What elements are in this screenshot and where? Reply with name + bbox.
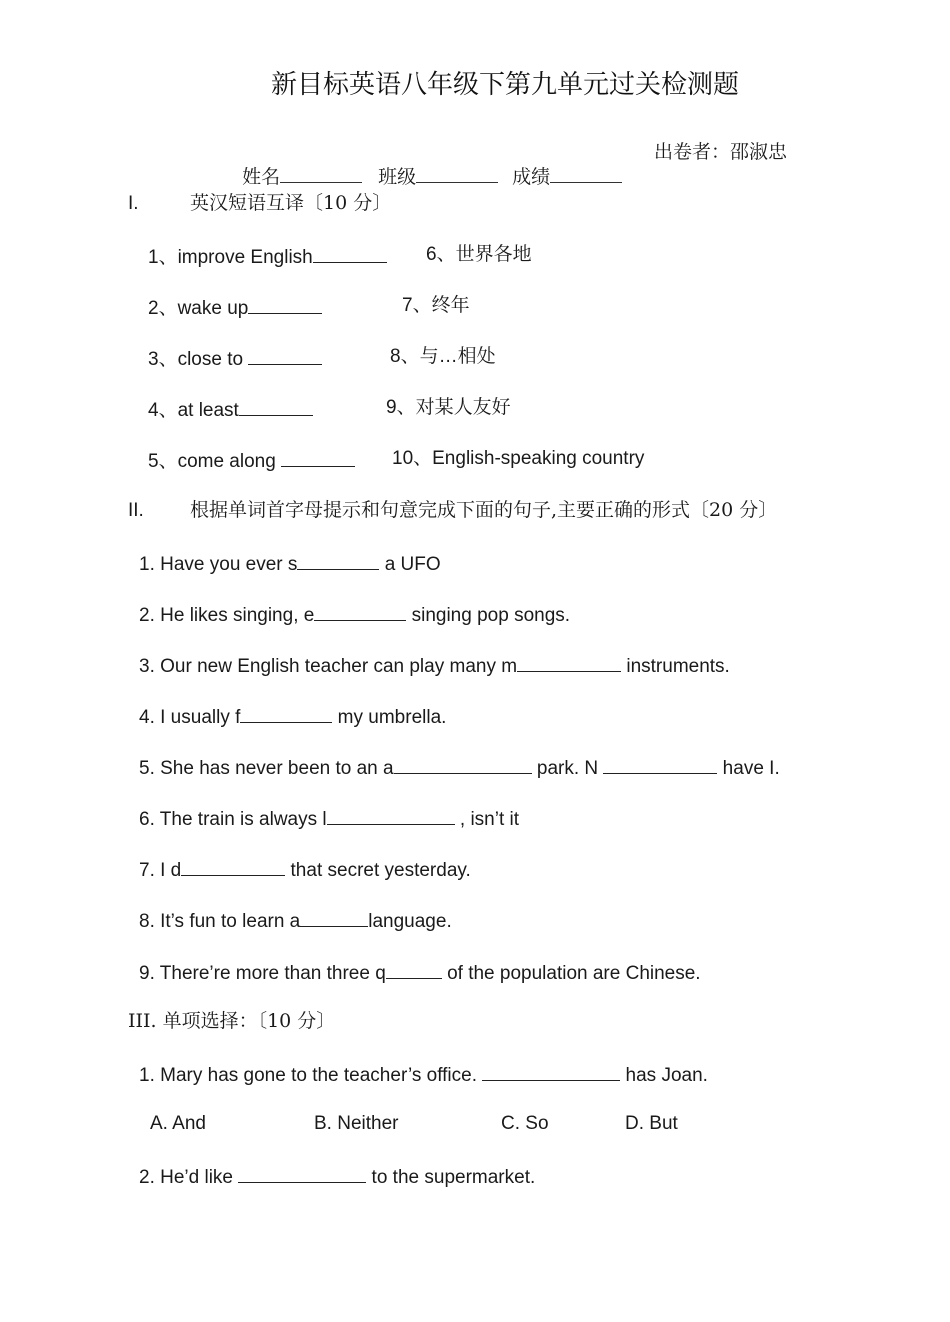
s2-sentence: 5. She has never been to an a park. N have I. [139, 755, 780, 781]
option-b[interactable]: B. Neither [314, 1113, 399, 1134]
answer-blank[interactable] [314, 602, 406, 621]
option-d[interactable]: D. But [625, 1113, 678, 1134]
answer-blank[interactable] [248, 295, 322, 314]
answer-blank[interactable] [239, 397, 313, 416]
s3-question-2: 2. He’d like to the supermarket. [139, 1164, 535, 1190]
s2-sentence: 7. I d that secret yesterday. [139, 857, 471, 883]
page-title: 新目标英语八年级下第九单元过关检测题 [270, 70, 739, 100]
s2-sentence: 8. It’s fun to learn a language. [139, 908, 452, 934]
s1-item-left: 5、come along [148, 448, 355, 474]
s2-sentence: 6. The train is always l , isn’t it [139, 806, 519, 832]
s2-sentence: 2. He likes singing, e singing pop songs. [139, 602, 570, 628]
s1-item-right: 10、English-speaking country [392, 448, 645, 469]
score-field[interactable] [488, 141, 622, 211]
section2-heading: 根据单词首字母提示和句意完成下面的句子,主要正确的形式〔20 分〕 [190, 499, 778, 521]
s1-item-left: 4、at least [148, 397, 313, 423]
s2-sentence: 9. There’re more than three q of the population are Chinese. [139, 960, 701, 986]
class-blank[interactable] [416, 164, 498, 183]
s1-item-left: 2、wake up [148, 295, 322, 321]
s2-sentence: 1. Have you ever s a UFO [139, 551, 441, 577]
s1-item-left: 3、close to [148, 346, 322, 372]
answer-blank[interactable] [517, 653, 621, 672]
section1-number: I. [128, 193, 139, 214]
s1-item-right: 7、终年 [402, 295, 470, 316]
answer-blank[interactable] [281, 448, 355, 467]
answer-blank[interactable] [297, 551, 379, 570]
answer-blank[interactable] [240, 704, 332, 723]
author-label: 出卷者：邵淑忠 [654, 141, 788, 163]
answer-blank[interactable] [181, 857, 285, 876]
s1-item-right: 6、世界各地 [426, 244, 532, 265]
answer-blank[interactable] [313, 244, 387, 263]
s1-item-left: 1、improve English [148, 244, 387, 270]
score-blank[interactable] [550, 164, 622, 183]
s1-item-right: 9、对某人友好 [386, 397, 511, 418]
answer-blank[interactable] [386, 960, 442, 979]
s2-sentence: 3. Our new English teacher can play many m instruments. [139, 653, 730, 679]
score-label: 成绩 [512, 165, 551, 188]
s3-question-1: 1. Mary has gone to the teacher’s office. has Joan. [139, 1062, 708, 1088]
answer-blank[interactable] [238, 1164, 366, 1183]
option-a[interactable]: A. And [150, 1113, 206, 1134]
name-blank[interactable] [280, 164, 362, 183]
answer-blank[interactable] [327, 806, 455, 825]
answer-blank[interactable] [603, 755, 717, 774]
section2-number: II. [128, 500, 144, 521]
answer-blank[interactable] [482, 1062, 620, 1081]
answer-blank[interactable] [248, 346, 322, 365]
s2-sentence: 4. I usually f my umbrella. [139, 704, 446, 730]
section1-heading: 英汉短语互译〔10 分〕 [190, 192, 392, 214]
option-c[interactable]: C. So [501, 1113, 549, 1134]
s1-item-right: 8、与…相处 [390, 346, 496, 367]
section3-heading: III. 单项选择：〔10 分〕 [128, 1010, 336, 1032]
class-label: 班级 [378, 165, 417, 188]
name-label: 姓名 [242, 165, 281, 188]
answer-blank[interactable] [300, 908, 368, 927]
answer-blank[interactable] [394, 755, 532, 774]
